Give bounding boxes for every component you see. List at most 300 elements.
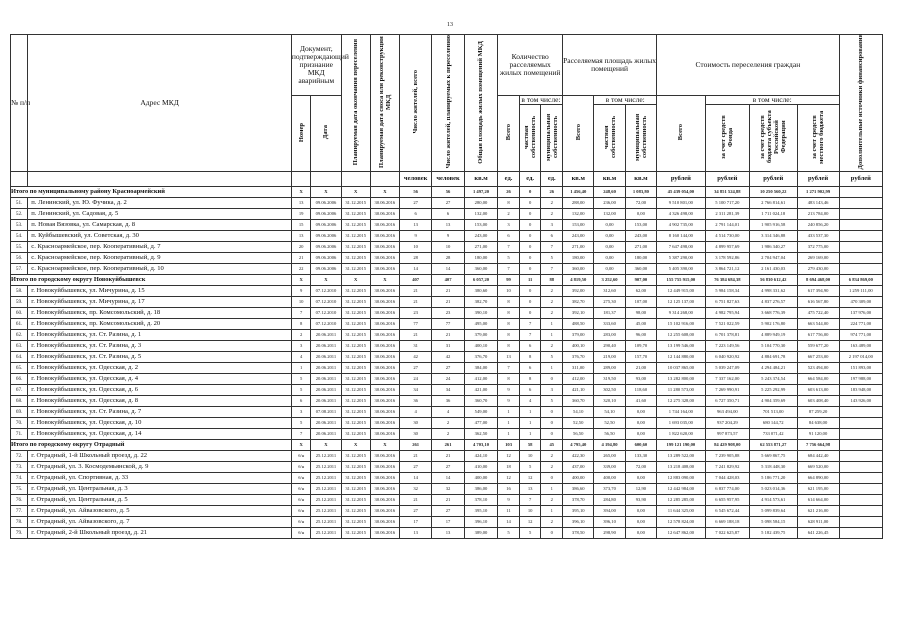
row-cell: 13 <box>519 484 541 495</box>
table-row <box>11 374 883 385</box>
row-cell: 6 701 378,81 <box>705 330 749 341</box>
row-number: 69. <box>11 407 28 418</box>
row-cell: 2 <box>432 429 464 440</box>
row-cell <box>839 220 882 231</box>
row-cell: 30.06.2016 <box>370 341 399 352</box>
row-cell: б/н <box>291 473 310 484</box>
header-count-total: Всего <box>498 96 520 172</box>
row-cell: 3 <box>498 220 520 231</box>
row-cell: 0 <box>519 187 541 198</box>
row-cell: 362,50 <box>464 429 497 440</box>
row-cell: 10 250 560,22 <box>749 187 797 198</box>
row-cell: 0 <box>519 242 541 253</box>
row-cell: 36 <box>432 396 464 407</box>
row-cell: 23 <box>399 308 431 319</box>
row-cell: 56,50 <box>594 429 625 440</box>
row-cell: 8 160 144,00 <box>657 231 706 242</box>
row-cell <box>839 451 882 462</box>
row-cell: 0 <box>519 253 541 264</box>
row-cell: 283,00 <box>594 330 625 341</box>
row-cell: 0,00 <box>594 264 625 275</box>
row-number: 59. <box>11 297 28 308</box>
row-cell: 6 669 188,18 <box>705 517 749 528</box>
header-cost-subject: за счет средств бюджета субъекта Российской Федерации <box>749 105 797 172</box>
table-row <box>11 352 883 363</box>
row-cell: Х <box>370 275 399 286</box>
row-cell: 21 <box>432 330 464 341</box>
row-cell: 628 911,00 <box>797 517 839 528</box>
row-cell: 0 <box>519 231 541 242</box>
table-row <box>11 528 883 539</box>
row-cell: 132,00 <box>464 209 497 220</box>
header-planned-relocation-end: Планируемая дата окончания переселения <box>341 35 370 172</box>
row-cell: 378,70 <box>563 495 594 506</box>
row-cell: 32 <box>432 484 464 495</box>
row-cell: 997 873,57 <box>705 429 749 440</box>
row-cell: 20 <box>291 242 310 253</box>
row-cell: 1 822 620,00 <box>657 429 706 440</box>
row-cell: 31.12.2015 <box>341 484 370 495</box>
row-cell: 380,60 <box>464 286 497 297</box>
row-cell: 107,00 <box>625 297 656 308</box>
row-cell: 21 <box>399 286 431 297</box>
row-cell: 13 282 800,00 <box>657 374 706 385</box>
row-cell: 0 <box>541 374 563 385</box>
row-cell: 72,00 <box>625 198 656 209</box>
row-cell: 384,00 <box>464 363 497 374</box>
row-cell: 31.12.2015 <box>341 517 370 528</box>
row-cell: 197 988,00 <box>839 374 882 385</box>
row-cell: 25.12.2011 <box>311 506 341 517</box>
row-cell: 410,00 <box>464 462 497 473</box>
row-cell: 7 241 829,92 <box>705 462 749 473</box>
row-cell: 378,10 <box>464 495 497 506</box>
row-cell: 31.12.2015 <box>341 242 370 253</box>
row-cell: 280,00 <box>464 198 497 209</box>
row-address: с. Красноармейское, пер. Кооперативный, д. 7 <box>28 242 292 253</box>
header-cost-total: Всего <box>657 96 706 172</box>
row-cell: 333,60 <box>594 319 625 330</box>
row-cell: 31.12.2015 <box>341 198 370 209</box>
row-cell: 1 <box>541 319 563 330</box>
subtotal-label: Итого по муниципальному району Красноармейский <box>11 187 292 198</box>
row-cell: 34 851 524,88 <box>705 187 749 198</box>
row-cell: 25.12.2011 <box>311 528 341 539</box>
row-cell: б/н <box>291 451 310 462</box>
row-cell: 1 <box>498 418 520 429</box>
row-address: г. Новокуйбышевск, ул. Одесская, д. 14 <box>28 429 292 440</box>
row-cell: 302,50 <box>594 385 625 396</box>
row-address: г. Отрадный, ул. Айвазовского, д. 5 <box>28 506 292 517</box>
row-cell: 56,50 <box>563 429 594 440</box>
row-cell: 32 <box>399 484 431 495</box>
row-cell: 20.06.2011 <box>311 330 341 341</box>
row-cell: 54,10 <box>563 407 594 418</box>
row-cell: 52,50 <box>594 418 625 429</box>
row-cell: 09.06.2006 <box>311 253 341 264</box>
row-cell: 621 195,00 <box>797 484 839 495</box>
row-cell: 31.12.2015 <box>341 231 370 242</box>
row-cell: 9 <box>399 231 431 242</box>
row-cell: 4 703,10 <box>464 440 497 451</box>
table-row <box>11 506 883 517</box>
row-cell: 2 <box>541 297 563 308</box>
row-cell: 3 178 592,86 <box>705 253 749 264</box>
row-number: 63. <box>11 341 28 352</box>
row-cell: 284,80 <box>594 495 625 506</box>
row-cell: 1 <box>519 407 541 418</box>
row-cell: 30.06.2016 <box>370 352 399 363</box>
row-cell <box>839 528 882 539</box>
row-cell: 265,00 <box>594 451 625 462</box>
row-number: 65. <box>11 363 28 374</box>
row-cell: 1 <box>498 407 520 418</box>
row-address: г. Новокуйбышевск, ул. Одесская, д. 6 <box>28 385 292 396</box>
row-cell: 9 <box>498 396 520 407</box>
header-area-incl: в том числе: <box>594 96 657 105</box>
row-cell: 13 <box>432 528 464 539</box>
row-cell: 12 144 880,00 <box>657 352 706 363</box>
row-cell: 7 022 625,87 <box>705 528 749 539</box>
row-cell: 3 864 721,12 <box>705 264 749 275</box>
unit-cell: ед. <box>519 172 541 187</box>
row-cell: 31.12.2015 <box>341 209 370 220</box>
row-cell: 4 899 957,69 <box>705 242 749 253</box>
row-cell: 2 <box>541 198 563 209</box>
row-cell: 1 083,80 <box>625 187 656 198</box>
row-cell: 1 271 902,99 <box>797 187 839 198</box>
row-cell: 96,00 <box>625 330 656 341</box>
row-cell: 30.06.2016 <box>370 374 399 385</box>
row-cell: 34 <box>432 385 464 396</box>
row-cell: 31.12.2015 <box>341 264 370 275</box>
header-count-incl: в том числе: <box>519 96 562 105</box>
header-doc-date: Дата <box>311 96 341 172</box>
row-cell: 0 <box>541 528 563 539</box>
row-cell: 477,00 <box>464 418 497 429</box>
row-number: 74. <box>11 473 28 484</box>
table-row <box>11 363 883 374</box>
table-row <box>11 198 883 209</box>
row-address: г. Новокуйбышевск, ул. Мичурина, д. 15 <box>28 286 292 297</box>
row-address: г. Новокуйбышевск, ул. Одесская, д. 4 <box>28 374 292 385</box>
row-cell: 26 <box>541 187 563 198</box>
row-cell: 30.06.2016 <box>370 528 399 539</box>
table-row <box>11 385 883 396</box>
row-cell: 31.12.2015 <box>341 407 370 418</box>
row-cell: 395,10 <box>464 506 497 517</box>
unit-cell: кв.м <box>625 172 656 187</box>
table-row <box>11 484 883 495</box>
row-cell: 13 <box>291 198 310 209</box>
row-cell: 8 <box>498 330 520 341</box>
row-cell: 243,00 <box>563 231 594 242</box>
row-cell: 30.06.2016 <box>370 253 399 264</box>
row-cell: 31.12.2015 <box>341 451 370 462</box>
row-cell: Х <box>311 187 341 198</box>
row-number: 51. <box>11 198 28 209</box>
row-cell: 0 <box>519 308 541 319</box>
header-area-private: частная собственность <box>594 105 625 172</box>
table-row <box>11 286 883 297</box>
row-cell: 23 <box>432 308 464 319</box>
row-cell: 21 <box>399 330 431 341</box>
row-cell: 45 <box>541 440 563 451</box>
row-cell: 09.06.2006 <box>311 242 341 253</box>
row-cell: 20.06.2011 <box>311 418 341 429</box>
row-cell: 5 <box>498 253 520 264</box>
row-cell: 137 976,00 <box>839 308 882 319</box>
row-cell: 2 <box>541 462 563 473</box>
row-cell: 1 986 340,27 <box>749 242 797 253</box>
row-cell: Х <box>311 275 341 286</box>
row-cell: 2 311 281,39 <box>705 209 749 220</box>
row-cell <box>839 264 882 275</box>
row-cell: 379,00 <box>464 330 497 341</box>
row-cell: 91 120,00 <box>797 429 839 440</box>
row-number: 77. <box>11 506 28 517</box>
row-cell: 360,00 <box>625 264 656 275</box>
row-cell: 77 <box>399 319 431 330</box>
subtotal-row <box>11 187 883 198</box>
row-cell: 87 259,20 <box>797 407 839 418</box>
row-cell: 2 <box>541 451 563 462</box>
row-cell: 31.12.2015 <box>341 462 370 473</box>
row-cell: 2 <box>541 286 563 297</box>
subtotal-label: Итого по городскому округу Новокуйбышевск <box>11 275 292 286</box>
row-cell: 24 <box>399 374 431 385</box>
row-cell: 27 <box>399 462 431 473</box>
row-cell: 12 125 137,00 <box>657 297 706 308</box>
row-cell: 400,00 <box>594 473 625 484</box>
header-document: Документ, подтверждающий признание МКД аварийным <box>291 35 341 96</box>
row-cell: 30.06.2016 <box>370 517 399 528</box>
row-cell: 118,60 <box>625 385 656 396</box>
row-cell: 7 <box>291 429 310 440</box>
row-cell: 617 756,00 <box>797 330 839 341</box>
row-number: 52. <box>11 209 28 220</box>
row-cell: 72,00 <box>625 462 656 473</box>
row-cell: 1 <box>541 484 563 495</box>
row-cell: 26 <box>498 187 520 198</box>
row-cell: б/н <box>291 462 310 473</box>
row-cell: 07.12.2010 <box>311 308 341 319</box>
row-cell: 360,70 <box>464 396 497 407</box>
row-cell: 6 <box>519 385 541 396</box>
row-cell: 400,00 <box>563 473 594 484</box>
row-cell: 5 318 448,30 <box>749 462 797 473</box>
row-cell: 7 <box>498 242 520 253</box>
unit-cell: рублей <box>657 172 706 187</box>
row-cell: 382,70 <box>464 297 497 308</box>
row-cell: 1 <box>541 506 563 517</box>
row-cell: 963 494,00 <box>705 407 749 418</box>
row-cell: 14 <box>399 264 431 275</box>
row-cell: 10 <box>519 451 541 462</box>
row-cell: 664 584,00 <box>797 374 839 385</box>
row-cell: 54,10 <box>594 407 625 418</box>
row-cell: 30.06.2016 <box>370 462 399 473</box>
row-cell: 30.06.2016 <box>370 451 399 462</box>
row-cell: 0 <box>541 418 563 429</box>
row-address: с. Красноармейское, пер. Кооперативный, д. 10 <box>28 264 292 275</box>
row-cell: 5 <box>541 253 563 264</box>
row-cell: 483 143,46 <box>797 198 839 209</box>
row-cell: 20.06.2011 <box>311 374 341 385</box>
row-cell: 93,00 <box>625 374 656 385</box>
row-cell: 224 771,00 <box>839 319 882 330</box>
row-cell: 0,00 <box>625 407 656 418</box>
row-cell: 30.06.2016 <box>370 308 399 319</box>
table-row <box>11 418 883 429</box>
row-cell: 0,00 <box>625 528 656 539</box>
row-cell: 407 <box>432 275 464 286</box>
row-cell: 0,00 <box>625 473 656 484</box>
row-cell: 62 553 871,27 <box>749 440 797 451</box>
row-address: г. Новокуйбышевск, ул. Одесская, д. 2 <box>28 363 292 374</box>
row-cell: 641 226,45 <box>797 528 839 539</box>
row-cell: 3 252,60 <box>594 275 625 286</box>
row-cell: 312,60 <box>594 286 625 297</box>
row-cell: 09.06.2006 <box>311 220 341 231</box>
row-cell: 2 <box>541 495 563 506</box>
table-row <box>11 231 883 242</box>
row-number: 56. <box>11 253 28 264</box>
row-cell: 20.06.2011 <box>311 385 341 396</box>
row-cell: 4 902 735,00 <box>657 220 706 231</box>
row-cell: 680 144,72 <box>749 418 797 429</box>
row-cell: 133,30 <box>625 451 656 462</box>
row-cell: 669 520,00 <box>797 462 839 473</box>
row-cell: 12 285 285,00 <box>657 495 706 506</box>
row-cell: 5 405 390,00 <box>657 264 706 275</box>
row-cell: 1 693 035,00 <box>657 418 706 429</box>
row-cell: 5 <box>291 385 310 396</box>
row-cell: 8 <box>291 319 310 330</box>
row-number: 75. <box>11 484 28 495</box>
row-cell: 9 314 268,00 <box>657 308 706 319</box>
row-cell: 11 <box>519 275 541 286</box>
row-cell: 56 <box>432 187 464 198</box>
row-cell: 5 099 839,64 <box>749 506 797 517</box>
row-number: 72. <box>11 451 28 462</box>
row-cell: 1 259 111,00 <box>839 286 882 297</box>
row-cell: 13 289 522,00 <box>657 451 706 462</box>
unit-cell: кв.м <box>464 172 497 187</box>
row-cell: 667 253,00 <box>797 352 839 363</box>
row-cell: 4 795,40 <box>563 440 594 451</box>
row-address: п. Ленинский, ул. Ю. Фучика, д. 2 <box>28 198 292 209</box>
row-cell: 13 <box>291 231 310 242</box>
row-cell: 2 <box>541 341 563 352</box>
row-cell: 664 890,00 <box>797 473 839 484</box>
row-cell: 421,00 <box>464 385 497 396</box>
row-cell: 56 830 612,42 <box>749 275 797 286</box>
row-cell: 13 <box>399 220 431 231</box>
row-cell: Х <box>341 187 370 198</box>
relocation-table <box>10 34 883 539</box>
row-cell: 2 791 144,01 <box>705 220 749 231</box>
row-cell: 523 494,00 <box>797 363 839 374</box>
row-cell: 0 <box>519 264 541 275</box>
row-cell: 27 <box>399 363 431 374</box>
row-cell: 31.12.2015 <box>341 330 370 341</box>
row-cell: 5 387 290,00 <box>657 253 706 264</box>
table-row <box>11 253 883 264</box>
table-body <box>11 187 883 539</box>
row-cell: 88 <box>541 275 563 286</box>
row-cell: 376,70 <box>563 352 594 363</box>
row-cell: 30.06.2016 <box>370 429 399 440</box>
row-cell: 93,90 <box>625 495 656 506</box>
row-address: г. Отрадный, 2-й Школьный проезд, д. 21 <box>28 528 292 539</box>
row-cell: 98,00 <box>625 308 656 319</box>
row-cell: 07.08.2011 <box>311 407 341 418</box>
row-cell: 5 <box>541 352 563 363</box>
row-address: г. Отрадный, ул. Центральная, д. 5 <box>28 495 292 506</box>
row-address: г. Новокуйбышевск, пр. Комсомольский, д. 20 <box>28 319 292 330</box>
row-cell <box>839 506 882 517</box>
row-cell: 143 926,00 <box>839 396 882 407</box>
row-cell: 31.12.2015 <box>341 396 370 407</box>
row-cell: 279 430,00 <box>797 264 839 275</box>
row-cell: 42 <box>432 352 464 363</box>
row-cell: 30.06.2016 <box>370 407 399 418</box>
row-cell: б/н <box>291 517 310 528</box>
row-cell: 11 280 573,00 <box>657 385 706 396</box>
row-cell: 25.12.2011 <box>311 517 341 528</box>
row-cell: 243,00 <box>625 231 656 242</box>
unit-cell: кв.м <box>594 172 625 187</box>
row-cell: 21,00 <box>625 363 656 374</box>
table-row <box>11 220 883 231</box>
table-row <box>11 451 883 462</box>
header-num: № п/п <box>11 35 28 172</box>
row-cell: 0,00 <box>625 418 656 429</box>
row-cell: 27 <box>432 462 464 473</box>
row-cell: 4 998 331,62 <box>749 286 797 297</box>
row-cell: 559 677,20 <box>797 341 839 352</box>
row-cell: 4 884 691,78 <box>749 352 797 363</box>
row-cell: 6 057,20 <box>464 275 497 286</box>
row-cell: 12 <box>519 517 541 528</box>
header-cost-fund: за счет средств Фонда <box>705 105 749 172</box>
row-cell: 4 914 573,61 <box>749 495 797 506</box>
row-cell: 30.06.2016 <box>370 220 399 231</box>
row-cell: 2 <box>291 330 310 341</box>
table-row <box>11 407 883 418</box>
row-cell: 31.12.2015 <box>341 352 370 363</box>
row-number: 60. <box>11 308 28 319</box>
row-cell: 5 <box>519 462 541 473</box>
row-cell <box>839 242 882 253</box>
row-cell: 6 <box>519 363 541 374</box>
row-cell: 07.12.2010 <box>311 297 341 308</box>
row-cell: 6 <box>541 231 563 242</box>
row-cell: 261 <box>399 440 431 451</box>
row-cell: 7 <box>498 264 520 275</box>
row-cell: 424,10 <box>464 451 497 462</box>
row-cell: 488,50 <box>563 319 594 330</box>
row-cell: 320,10 <box>594 396 625 407</box>
row-cell: 0 <box>519 297 541 308</box>
row-cell: 9 <box>498 385 520 396</box>
row-cell: Х <box>341 275 370 286</box>
table-row <box>11 429 883 440</box>
row-cell: 421,10 <box>563 385 594 396</box>
row-cell: 1 456,40 <box>563 187 594 198</box>
row-cell: 21 <box>399 495 431 506</box>
